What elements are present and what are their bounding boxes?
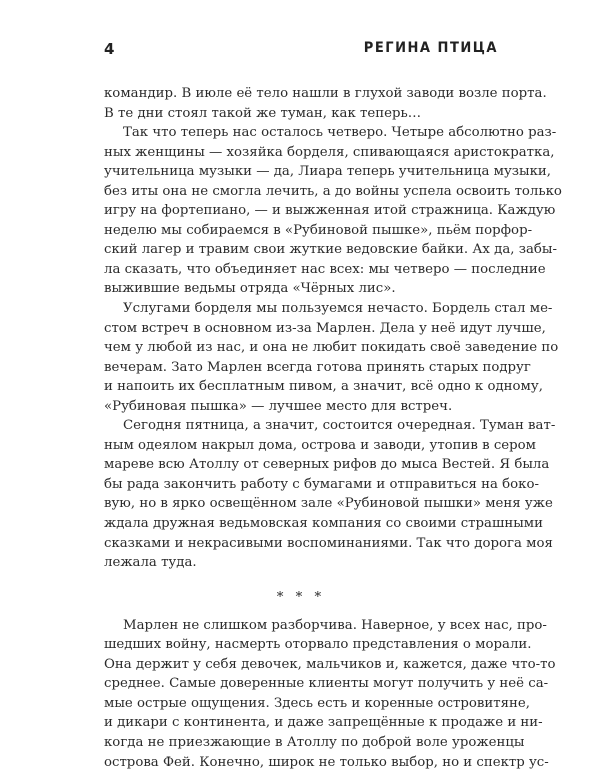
text-line: шедших войну, насмерть оторвало представления о морали. [104, 635, 498, 655]
text-line: Так что теперь нас осталось четверо. Четыре абсолютно раз- [104, 123, 498, 143]
paragraph [104, 123, 498, 299]
text-line: выжившие ведьмы отряда «Чёрных лис». [104, 279, 498, 299]
paragraph [104, 299, 498, 416]
text-line: игру на фортепиано, — и выжженная итой стражница. Каждую [104, 201, 498, 221]
section-separator: * * * [104, 587, 498, 608]
text-line: вечерам. Зато Марлен всегда готова принять старых подруг [104, 358, 498, 378]
text-line: острова Фей. Конечно, широк не только выбор, но и спектр ус- [104, 753, 498, 772]
text-line: вую, но в ярко освещённом зале «Рубиновой пышки» меня уже [104, 494, 498, 514]
text-line: Она держит у себя девочек, мальчиков и, кажется, даже что-то [104, 655, 498, 675]
text-line: лежала туда. [104, 553, 498, 573]
running-head-author: РЕГИНА ПТИЦА [364, 40, 498, 56]
text-line: неделю мы собираемся в «Рубиновой пышке», пьём порфор- [104, 221, 498, 241]
text-line: ждала дружная ведьмовская компания со своими страшными [104, 514, 498, 534]
text-line: ла сказать, что объединяет нас всех: мы четверо — последние [104, 260, 498, 280]
paragraph [104, 84, 498, 123]
text-line: В те дни стоял такой же туман, как теперь… [104, 104, 498, 124]
text-line: среднее. Самые доверенные клиенты могут получить у неё са- [104, 674, 498, 694]
text-line: сказками и некрасивыми воспоминаниями. Так что дорога моя [104, 534, 498, 554]
text-line: ным одеялом накрыл дома, острова и заводи, утопив в сером [104, 436, 498, 456]
text-line: учительница музыки — да, Лиара теперь учительница музыки, [104, 162, 498, 182]
text-line: командир. В июле её тело нашли в глухой заводи возле порта. [104, 84, 498, 104]
text-line: и напоить их бесплатным пивом, а значит, всё одно к одному, [104, 377, 498, 397]
page-number: 4 [104, 40, 114, 58]
text-line: и дикари с континента, и даже запрещённые к продаже и ни- [104, 713, 498, 733]
text-line: бы рада закончить работу с бумагами и отправиться на боко- [104, 475, 498, 495]
text-line: ных женщины — хозяйка борделя, спивающаяся аристократка, [104, 143, 498, 163]
running-header [104, 40, 498, 64]
text-line: «Рубиновая пышка» — лучшее место для встреч. [104, 397, 498, 417]
paragraph [104, 616, 498, 772]
text-line: стом встреч в основном из-за Марлен. Дела у неё идут лучше, [104, 319, 498, 339]
text-line: чем у любой из нас, и она не любит покидать своё заведение по [104, 338, 498, 358]
body-text [104, 84, 498, 772]
text-line: Сегодня пятница, а значит, состоится очередная. Туман ват- [104, 416, 498, 436]
paragraph [104, 416, 498, 572]
text-line: мые острые ощущения. Здесь есть и коренные островитяне, [104, 694, 498, 714]
text-line: без иты она не смогла лечить, а до войны успела освоить только [104, 182, 498, 202]
text-line: Марлен не слишком разборчива. Наверное, у всех нас, про- [104, 616, 498, 636]
text-line: Услугами борделя мы пользуемся нечасто. Бордель стал ме- [104, 299, 498, 319]
text-line: мареве всю Атоллу от северных рифов до мыса Вестей. Я была [104, 455, 498, 475]
text-line: ский лагер и травим свои жуткие ведовские байки. Ах да, забы- [104, 240, 498, 260]
text-line: когда не приезжающие в Атоллу по доброй воле уроженцы [104, 733, 498, 753]
